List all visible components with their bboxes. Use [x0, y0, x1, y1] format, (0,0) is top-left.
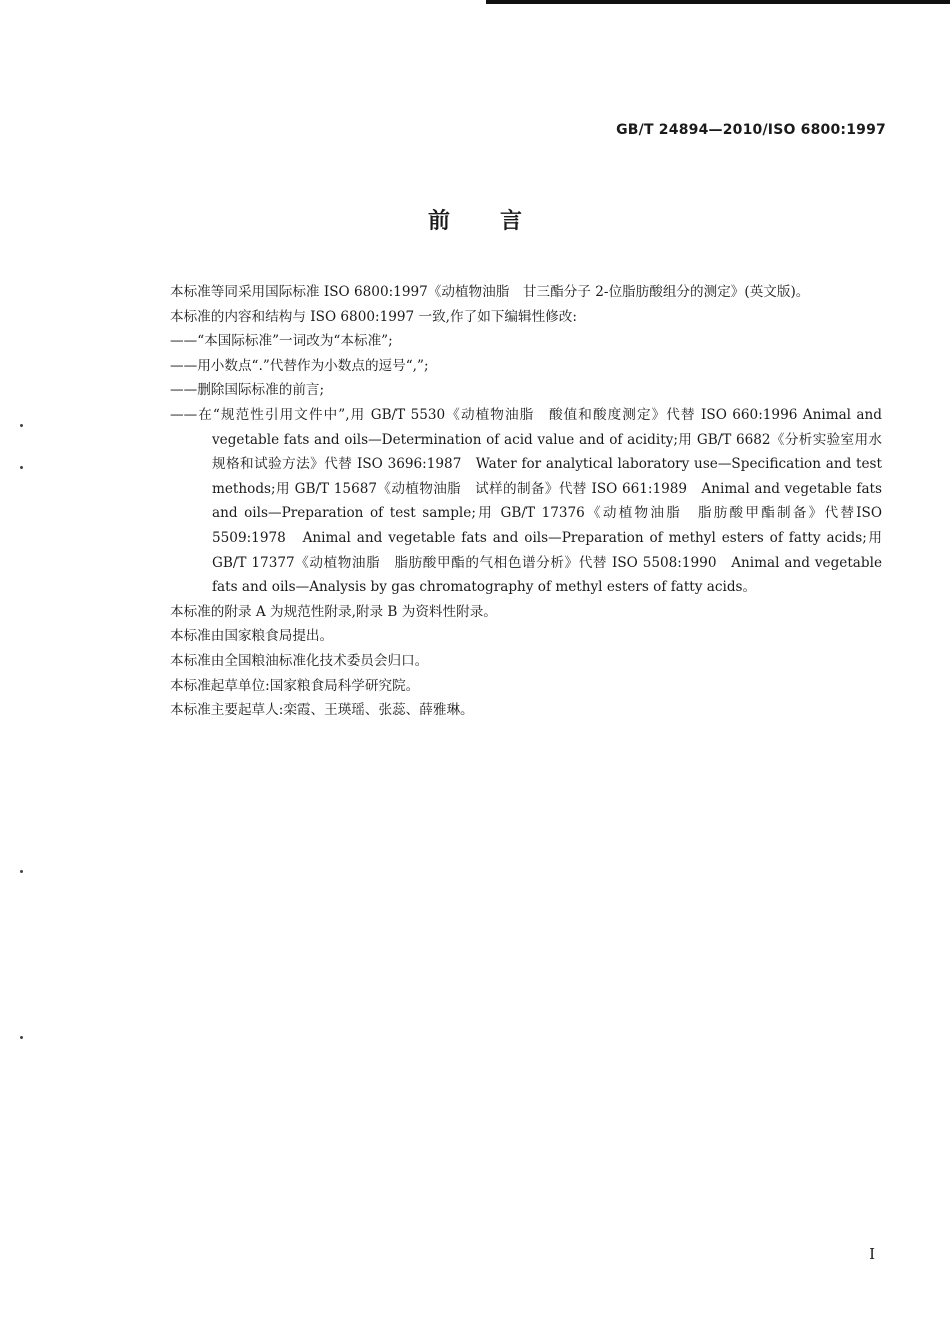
title-char-1: 前 — [427, 209, 450, 234]
list-item: ——“本国际标准”一词改为“本标准”; — [170, 333, 393, 350]
scan-speck — [20, 870, 23, 873]
scan-speck — [20, 424, 23, 427]
list-item: ——删除国际标准的前言; — [170, 382, 325, 399]
list-item: ——用小数点“.”代替作为小数点的逗号“,”; — [170, 357, 429, 374]
list-item: ——在“规范性引用文件中”,用 GB/T 5530《动植物油脂 酸值和酸度测定》代替 ISO 660:1996 Animal and vegetable fats and oils—Determination of acid value and of acidity;用 GB/T 6682《分析实验室用水规格和试验方法》代替 ISO 3696:1987 Water for analytical laboratory use—Specification and test methods;用 GB/T 15687《动植物油脂 试样的制备》代替 ISO 661:1989 Animal and vegetable fats and oils—Preparation of test sample;用 GB/T 17376《动植物油脂 脂肪酸甲酯制备》代替ISO 5509:1978 Animal and vegetable fats and oils—Preparation of methyl esters of fatty acids;用 GB/T 17377《动植物油脂 脂肪酸甲酯的气相色谱分析》代替 ISO 5508:1990 Animal and vegetable fats and oils—Analysis by gas chromatography of methyl esters of fatty acids。 — [170, 406, 882, 596]
foreword-body — [142, 280, 882, 723]
scan-speck — [20, 1036, 23, 1039]
paragraph-committee: 本标准由全国粮油标准化技术委员会归口。 — [170, 652, 429, 669]
paragraph-proposer: 本标准由国家粮食局提出。 — [170, 628, 334, 645]
standard-number: GB/T 24894—2010/ISO 6800:1997 — [616, 122, 886, 138]
paragraph-adoption: 本标准等同采用国际标准 ISO 6800:1997《动植物油脂 甘三酯分子 2-位脂肪酸组分的测定》(英文版)。 — [170, 284, 810, 300]
paragraph-drafters: 本标准主要起草人:栾霞、王瑛瑶、张蕊、薛雅琳。 — [170, 702, 474, 719]
page-number: I — [869, 1245, 875, 1263]
paragraph-structure: 本标准的内容和结构与 ISO 6800:1997 一致,作了如下编辑性修改: — [170, 308, 577, 325]
title-char-2: 言 — [500, 209, 523, 234]
paragraph-drafting-unit: 本标准起草单位:国家粮食局科学研究院。 — [170, 677, 420, 694]
scan-speck — [20, 466, 23, 469]
header-rule — [486, 0, 950, 4]
paragraph-annexes: 本标准的附录 A 为规范性附录,附录 B 为资料性附录。 — [170, 603, 497, 620]
page-title — [0, 204, 950, 235]
